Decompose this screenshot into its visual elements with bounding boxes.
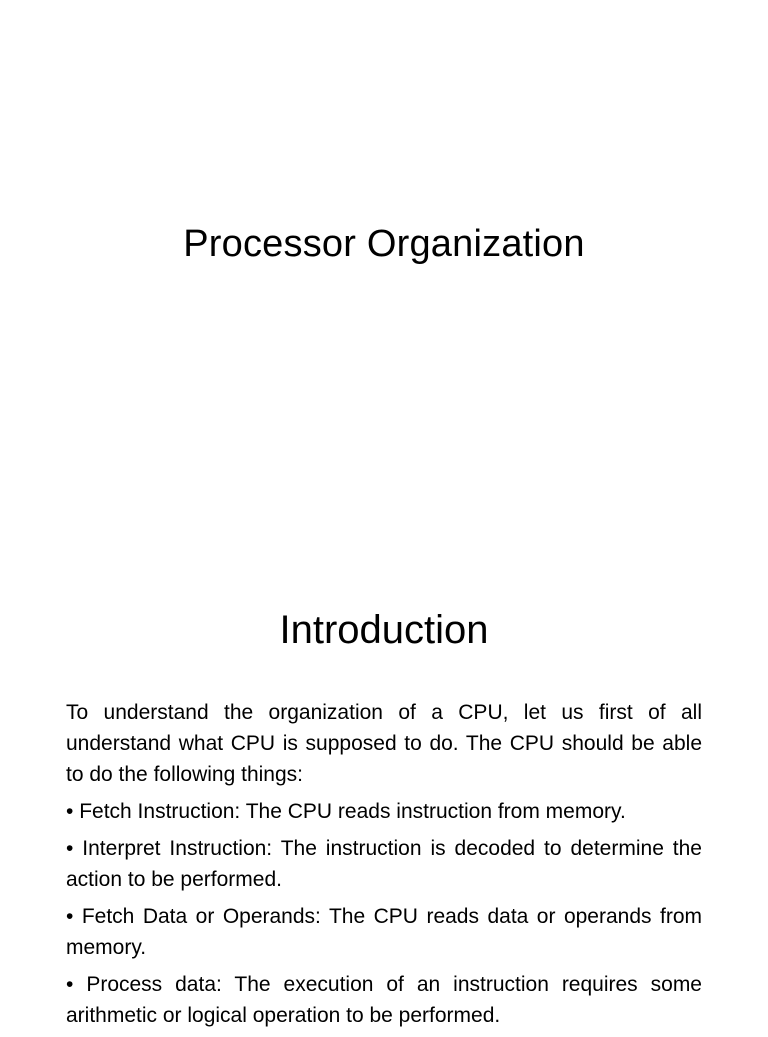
- bullet-symbol: •: [66, 837, 74, 860]
- body-content: [66, 697, 702, 1037]
- intro-paragraph: To understand the organization of a CPU, let us first of all understand what CPU is supposed to do. The CPU should be able to do the following things:: [66, 701, 702, 786]
- bullet-item: [66, 969, 702, 1031]
- bullet-item: [66, 833, 702, 895]
- slide-title: Processor Organization: [183, 223, 585, 265]
- section-header: [0, 606, 768, 654]
- title-slide: [0, 222, 768, 268]
- bullet-text: Process data: The execution of an instruction requires some arithmetic or logical operation to be performed.: [66, 973, 702, 1027]
- bullet-text: Interpret Instruction: The instruction is decoded to determine the action to be performed.: [66, 837, 702, 891]
- bullet-item: [66, 796, 702, 827]
- bullet-symbol: •: [66, 973, 74, 996]
- bullet-item: [66, 901, 702, 963]
- bullet-symbol: •: [66, 800, 74, 823]
- bullet-text: Fetch Instruction: The CPU reads instruction from memory.: [79, 800, 626, 823]
- bullet-symbol: •: [66, 905, 74, 928]
- bullet-text: Fetch Data or Operands: The CPU reads data or operands from memory.: [66, 905, 702, 959]
- section-heading: Introduction: [279, 608, 489, 652]
